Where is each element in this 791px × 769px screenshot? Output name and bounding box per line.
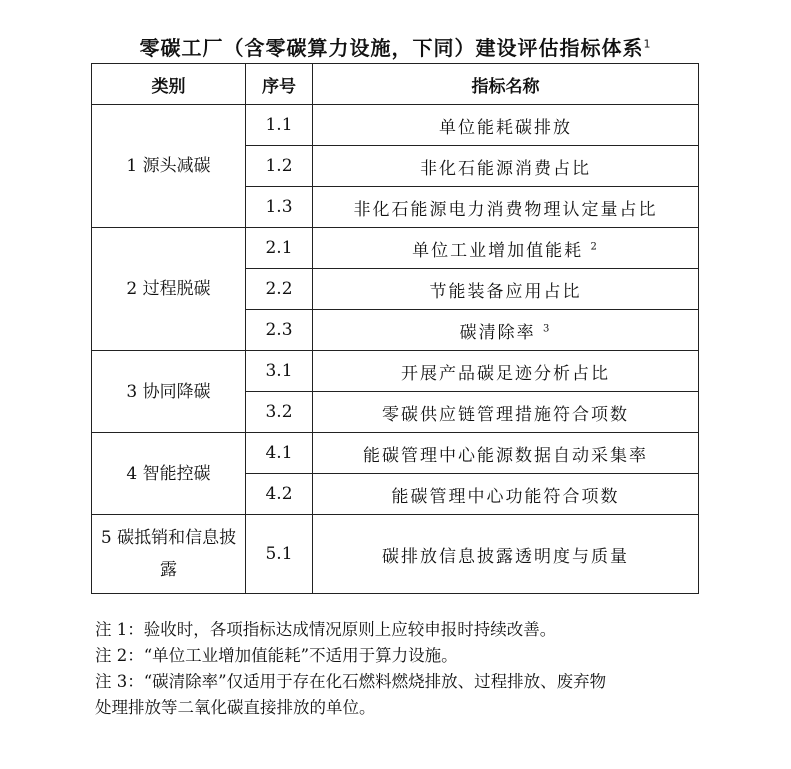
indicator-name: 零碳供应链管理措施符合项数 (382, 404, 629, 425)
indicator-name-cell (313, 474, 699, 515)
seq-cell: 3.2 (246, 392, 313, 433)
indicator-name-cell (313, 228, 699, 269)
table-header-row (92, 64, 699, 105)
category-cell: 2 过程脱碳 (92, 228, 246, 351)
indicator-name: 能碳管理中心功能符合项数 (391, 486, 620, 507)
seq-cell: 3.1 (246, 351, 313, 392)
note-line: 注 3：“碳清除率”仅适用于存在化石燃料燃烧排放、过程排放、废弃物 (95, 672, 607, 691)
category-cell: 4 智能控碳 (92, 433, 246, 515)
note-line: 注 2：“单位工业增加值能耗”不适用于算力设施。 (95, 646, 458, 665)
indicator-name-cell (313, 392, 699, 433)
table-row (92, 228, 699, 269)
seq-cell: 1.1 (246, 105, 313, 146)
indicator-name-cell (313, 433, 699, 474)
indicator-name: 非化石能源消费占比 (420, 158, 591, 179)
category-cell: 3 协同降碳 (92, 351, 246, 433)
header-seq: 序号 (246, 64, 313, 105)
seq-cell: 1.3 (246, 187, 313, 228)
indicator-name: 碳排放信息披露透明度与质量 (382, 546, 629, 567)
note-line: 处理排放等二氧化碳直接排放的单位。 (95, 698, 376, 717)
indicator-name: 单位能耗碳排放 (439, 117, 572, 138)
table-row (92, 105, 699, 146)
title-footnote-mark: 1 (643, 37, 652, 51)
table-title: 零碳工厂（含零碳算力设施，下同）建设评估指标体系$^1$ (139, 36, 652, 60)
table-row (92, 433, 699, 474)
seq-cell: 2.2 (246, 269, 313, 310)
footnote-mark: 3 (543, 322, 552, 334)
indicator-name: 开展产品碳足迹分析占比 (401, 363, 610, 384)
seq-cell: 5.1 (246, 515, 313, 594)
notes (95, 617, 705, 721)
indicator-name-cell (313, 351, 699, 392)
seq-cell: 1.2 (246, 146, 313, 187)
header-category: 类别 (92, 64, 246, 105)
indicator-name-cell (313, 105, 699, 146)
indicator-name: 碳清除率 (459, 322, 536, 343)
indicator-name: 非化石能源电力消费物理认定量占比 (353, 199, 658, 220)
category-cell: 5 碳抵销和信息披露 (92, 515, 246, 594)
footnote-mark: 2 (590, 240, 599, 252)
indicator-name-cell (313, 187, 699, 228)
seq-cell: 2.3 (246, 310, 313, 351)
header-name: 指标名称 (313, 64, 699, 105)
indicator-name: 节能装备应用占比 (429, 281, 582, 302)
seq-cell: 2.1 (246, 228, 313, 269)
category-cell: 1 源头减碳 (92, 105, 246, 228)
indicator-name: 能碳管理中心能源数据自动采集率 (363, 445, 648, 466)
indicator-name: 单位工业增加值能耗 (412, 240, 584, 261)
indicator-table (91, 63, 699, 594)
seq-cell: 4.2 (246, 474, 313, 515)
table-row (92, 515, 699, 594)
indicator-name-cell (313, 515, 699, 594)
note-line: 注 1：验收时，各项指标达成情况原则上应较申报时持续改善。 (95, 620, 557, 639)
seq-cell: 4.1 (246, 433, 313, 474)
indicator-name-cell (313, 310, 699, 351)
indicator-name-cell (313, 146, 699, 187)
table-row (92, 351, 699, 392)
indicator-name-cell (313, 269, 699, 310)
